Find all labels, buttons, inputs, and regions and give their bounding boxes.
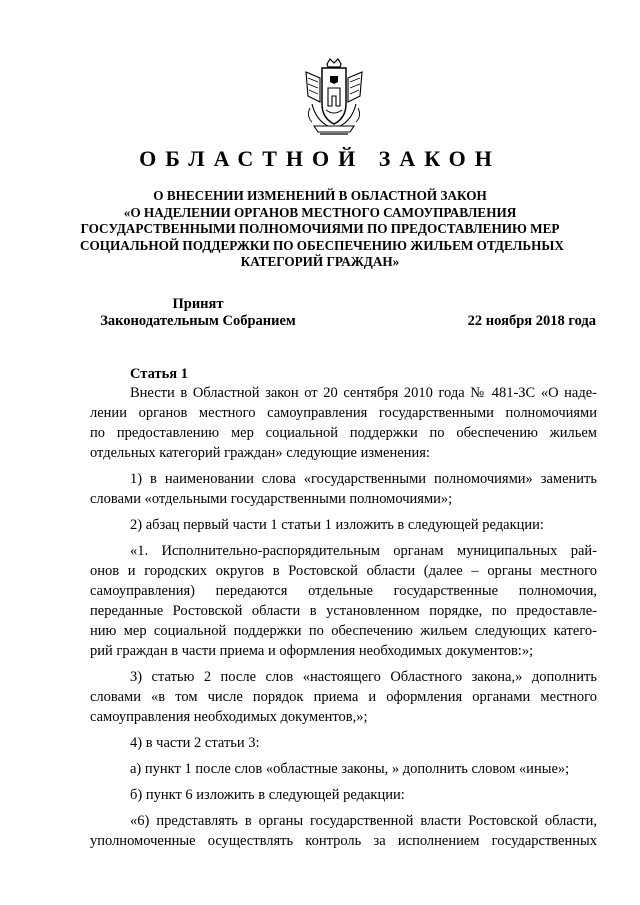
subtitle-line: ГОСУДАРСТВЕННЫМИ ПОЛНОМОЧИЯМИ ПО ПРЕДОСТАВЛЕНИЮ МЕР: [80, 221, 560, 236]
paragraph-line: 1) в наименовании слова «государственными полномочиями» заменить: [130, 471, 597, 487]
subtitle-line: О ВНЕСЕНИИ ИЗМЕНЕНИЙ В ОБЛАСТНОЙ ЗАКОН: [153, 188, 487, 203]
paragraph-line: 3) статью 2 после слов «настоящего Областного закона,» дополнить: [130, 669, 597, 685]
subtitle-line: «О НАДЕЛЕНИИ ОРГАНОВ МЕСТНОГО САМОУПРАВЛЕНИЯ: [123, 204, 517, 220]
paragraph-line: самоуправления необходимых документов,»;: [90, 709, 368, 725]
paragraph-line: 2) абзац первый части 1 статьи 1 изложить в следующей редакции:: [130, 517, 544, 533]
adopted-date: 22 ноября 2018 года: [467, 313, 596, 329]
article-body: [90, 383, 597, 857]
paragraph-line: самоуправления) передаются отдельные государственные полномочия,: [90, 583, 597, 599]
coat-of-arms-icon: [300, 58, 368, 138]
paragraph-line: словами «отдельными государственными полномочиями»;: [90, 491, 453, 507]
adopted-label: Принят: [172, 296, 224, 312]
article-paragraph: [90, 541, 597, 661]
paragraph-line: онов и городских округов в Ростовской области (далее – органы местного: [90, 563, 597, 579]
article-paragraph: [90, 469, 597, 509]
article-paragraph: [90, 733, 597, 753]
law-title: ОБЛАСТНОЙ ЗАКОН: [139, 146, 501, 171]
article-paragraph: [90, 759, 597, 779]
paragraph-line: переданные Ростовской области в установленном порядке, по предоставле-: [90, 603, 597, 619]
paragraph-line: по предоставлению мер социальной поддержки по обеспечению жильем: [90, 425, 597, 441]
paragraph-line: а) пункт 1 после слов «областные законы, » дополнить словом «иные»;: [130, 761, 570, 777]
adopted-body: Законодательным Собранием: [100, 313, 296, 329]
paragraph-line: отдельных категорий граждан» следующие изменения:: [90, 445, 430, 461]
article-paragraph: [90, 785, 597, 805]
paragraph-line: Внести в Областной закон от 20 сентября 2010 года № 481-ЗС «О наде-: [130, 385, 597, 401]
paragraph-line: уполномоченные осуществлять контроль за исполнением государственных: [90, 833, 597, 849]
article-paragraph: [90, 811, 597, 851]
subtitle-line: СОЦИАЛЬНОЙ ПОДДЕРЖКИ ПО ОБЕСПЕЧЕНИЮ ЖИЛЬЕМ ОТДЕЛЬНЫХ: [80, 237, 564, 253]
paragraph-line: «6) представлять в органы государственной власти Ростовской области,: [130, 813, 597, 829]
article-paragraph: [90, 667, 597, 727]
paragraph-line: б) пункт 6 изложить в следующей редакции:: [130, 787, 405, 803]
article-paragraph: [90, 383, 597, 463]
adopted-by: [88, 296, 308, 330]
article-heading: Статья 1: [130, 366, 188, 382]
paragraph-line: «1. Исполнительно-распорядительным органам муниципальных рай-: [130, 543, 597, 559]
paragraph-line: 4) в части 2 статьи 3:: [130, 735, 260, 751]
law-subtitle: [80, 188, 564, 271]
paragraph-line: нию мер социальной поддержки по обеспечению жильем следующих катего-: [90, 623, 597, 639]
paragraph-line: рий граждан в части приема и оформления необходимых документов:»;: [90, 643, 534, 659]
paragraph-line: словами «в том числе порядок приема и оформления органами местного: [90, 689, 597, 705]
paragraph-line: лении органов местного самоуправления государственными полномочиями: [90, 405, 597, 421]
subtitle-line: КАТЕГОРИЙ ГРАЖДАН»: [240, 254, 400, 269]
article-paragraph: [90, 515, 597, 535]
